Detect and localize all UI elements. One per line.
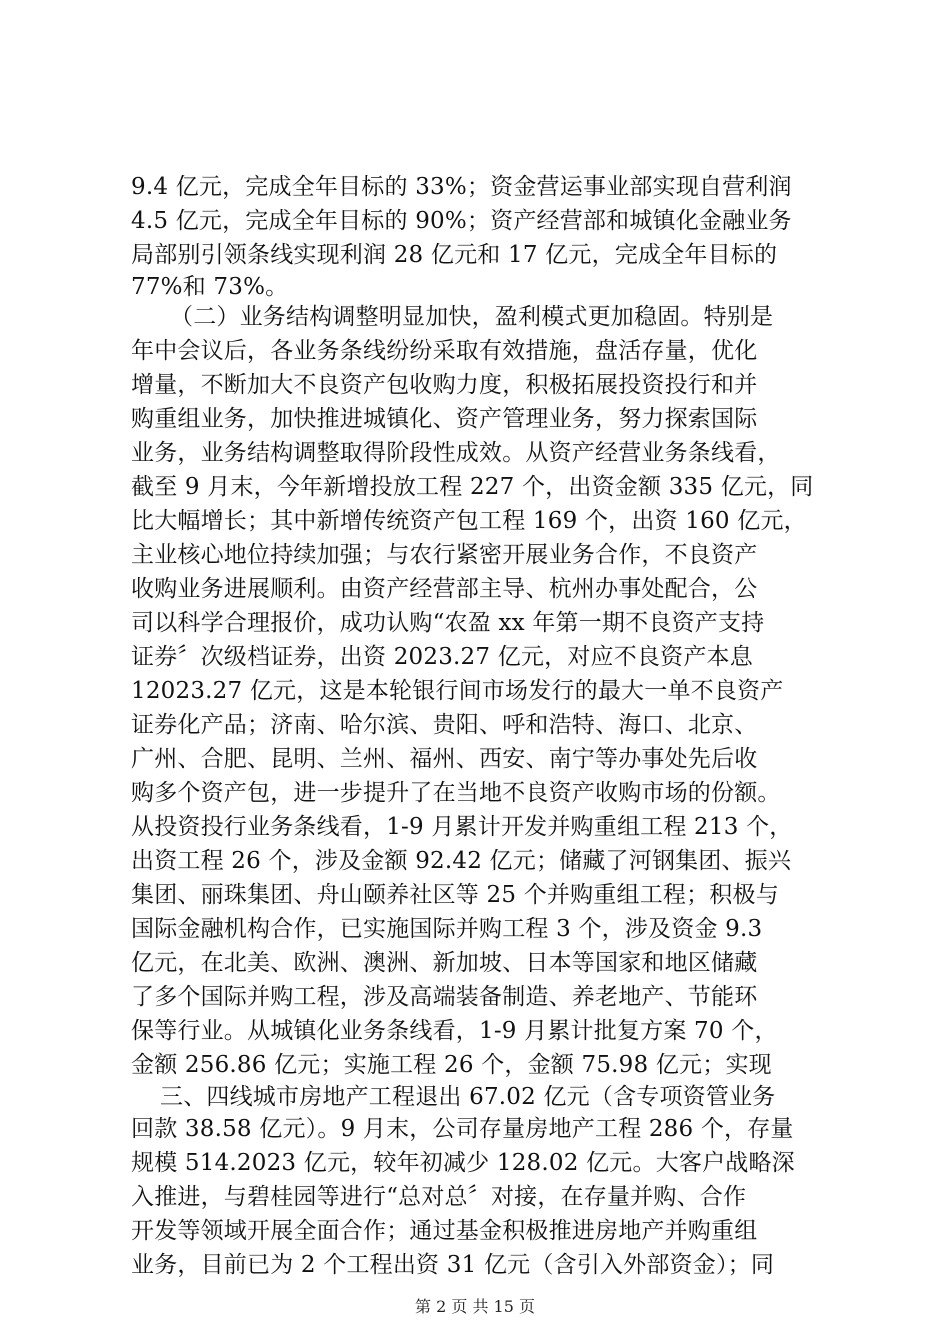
text-line: 局部别引领条线实现利润 28 亿元和 17 亿元，完成全年目标的 [131,242,778,268]
text-line: 司以科学合理报价，成功认购“农盈 xx 年第一期不良资产支持 [131,610,765,636]
paragraph-first-line: （二）业务结构调整明显加快，盈利模式更加稳固。特别是 [170,304,774,330]
text-line: 入推进，与碧桂园等进行“总对总〞对接，在存量并购、合作 [131,1184,747,1210]
paragraph-first-line: 三、四线城市房地产工程退出 67.02 亿元（含专项资管业务 [160,1084,776,1110]
text-line: 77%和 73%。 [131,274,289,300]
text-line: 回款 38.58 亿元）。9 月末，公司存量房地产工程 286 个，存量 [131,1116,794,1142]
text-line: 亿元，在北美、欧洲、澳洲、新加坡、日本等国家和地区储藏 [131,950,758,976]
text-line: 了多个国际并购工程，涉及高端装备制造、养老地产、节能环 [131,984,758,1010]
text-line: 增量，不断加大不良资产包收购力度，积极拓展投资投行和并 [131,372,758,398]
text-line: 业务，业务结构调整取得阶段性成效。从资产经营业务条线看， [131,440,781,466]
text-line: 9.4 亿元，完成全年目标的 33%；资金营运事业部实现自营利润 [131,174,792,200]
text-line: 从投资投行业务条线看，1-9 月累计开发并购重组工程 213 个， [131,814,793,840]
text-line: 规模 514.2023 亿元，较年初减少 128.02 亿元。大客户战略深 [131,1150,795,1176]
text-line: 年中会议后，各业务条线纷纷采取有效措施，盘活存量，优化 [131,338,758,364]
text-line: 开发等领域开展全面合作；通过基金积极推进房地产并购重组 [131,1218,758,1244]
text-line: 广州、合肥、昆明、兰州、福州、西安、南宁等办事处先后收 [131,746,758,772]
text-line: 购重组业务，加快推进城镇化、资产管理业务，努力探索国际 [131,406,758,432]
text-line: 保等行业。从城镇化业务条线看，1-9 月累计批复方案 70 个， [131,1018,778,1044]
text-line: 集团、丽珠集团、舟山颐养社区等 25 个并购重组工程；积极与 [131,882,779,908]
text-line: 国际金融机构合作，已实施国际并购工程 3 个，涉及资金 9.3 [131,916,763,942]
text-line: 12023.27 亿元，这是本轮银行间市场发行的最大一单不良资产 [131,678,784,704]
text-line: 截至 9 月末，今年新增投放工程 227 个，出资金额 335 亿元，同 [131,474,814,500]
text-line: 金额 256.86 亿元；实施工程 26 个，金额 75.98 亿元；实现 [131,1052,772,1078]
text-line: 主业核心地位持续加强；与农行紧密开展业务合作，不良资产 [131,542,758,568]
text-line: 业务，目前已为 2 个工程出资 31 亿元（含引入外部资金）；同 [131,1252,775,1278]
text-line: 证券〞次级档证券，出资 2023.27 亿元，对应不良资产本息 [131,644,753,670]
page-number-footer: 第 2 页 共 15 页 [415,1297,535,1316]
text-line: 出资工程 26 个，涉及金额 92.42 亿元；储藏了河钢集团、振兴 [131,848,792,874]
text-line: 证券化产品；济南、哈尔滨、贵阳、呼和浩特、海口、北京、 [131,712,758,738]
text-line: 收购业务进展顺利。由资产经营部主导、杭州办事处配合，公 [131,576,758,602]
text-line: 购多个资产包，进一步提升了在当地不良资产收购市场的份额。 [131,780,781,806]
text-line: 4.5 亿元，完成全年目标的 90%；资产经营部和城镇化金融业务 [131,208,792,234]
text-line: 比大幅增长；其中新增传统资产包工程 169 个，出资 160 亿元， [131,508,807,534]
